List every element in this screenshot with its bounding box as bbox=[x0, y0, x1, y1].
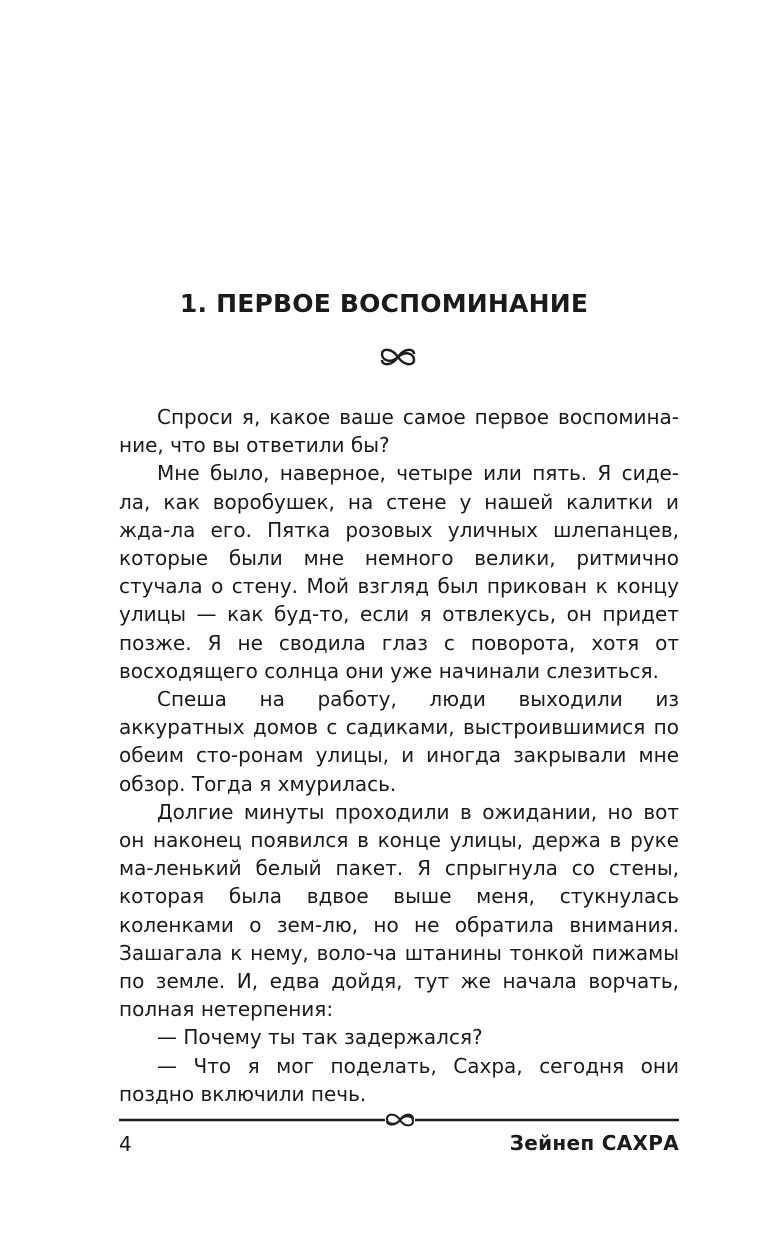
chapter-title: 1. ПЕРВОЕ ВОСПОМИНАНИЕ bbox=[179, 289, 589, 318]
infinity-heart-ornament-icon bbox=[387, 1115, 413, 1126]
dialogue-line: — Почему ты так задержался? bbox=[157, 1025, 483, 1050]
paragraph: Долгие минуты проходили в ожидании, но вот он наконец появился в конце улицы, держа в руке ма-ленький белый пакет. Я спрыгнула со стены, которая была вдвое выше меня, стукнулась коленками о зем-лю, но не обратила внимания. Зашагала к нему, воло-ча штанины тонкой пижамы по земле. И, едва дойдя, тут же начала ворчать, полная нетерпения: bbox=[119, 799, 679, 1022]
footer-divider bbox=[119, 1108, 679, 1128]
paragraph: Мне было, наверное, четыре или пять. Я сиде-ла, как воробушек, на стене у нашей калитки и жда-ла его. Пятка розовых уличных шлепанцев, которые были мне немного велики, ритмично стучала о стену. Мой взгляд был прикован к концу улицы — как буд-то, если я отвлекусь, он придет позже. Я не сводила глаз с поворота, хотя от восходящего солнца они уже начинали слезиться. bbox=[119, 461, 679, 683]
running-footer-author: Зейнеп САХРА bbox=[509, 1131, 679, 1155]
dialogue-line: — Что я мог поделать, Сахра, сегодня они поздно включили печь. bbox=[119, 1053, 679, 1106]
chapter-body bbox=[119, 403, 679, 1108]
paragraph: Спроси я, какое ваше самое первое воспомина-ние, что вы ответили бы? bbox=[119, 405, 679, 458]
infinity-heart-ornament-icon bbox=[378, 344, 418, 370]
page-number: 4 bbox=[119, 1132, 132, 1156]
paragraph: Спеша на работу, люди выходили из аккуратных домов с садиками, выстроившимися по обеим сто-ронам улицы, и иногда закрывали мне обзор. Тогда я хмурилась. bbox=[119, 687, 679, 796]
